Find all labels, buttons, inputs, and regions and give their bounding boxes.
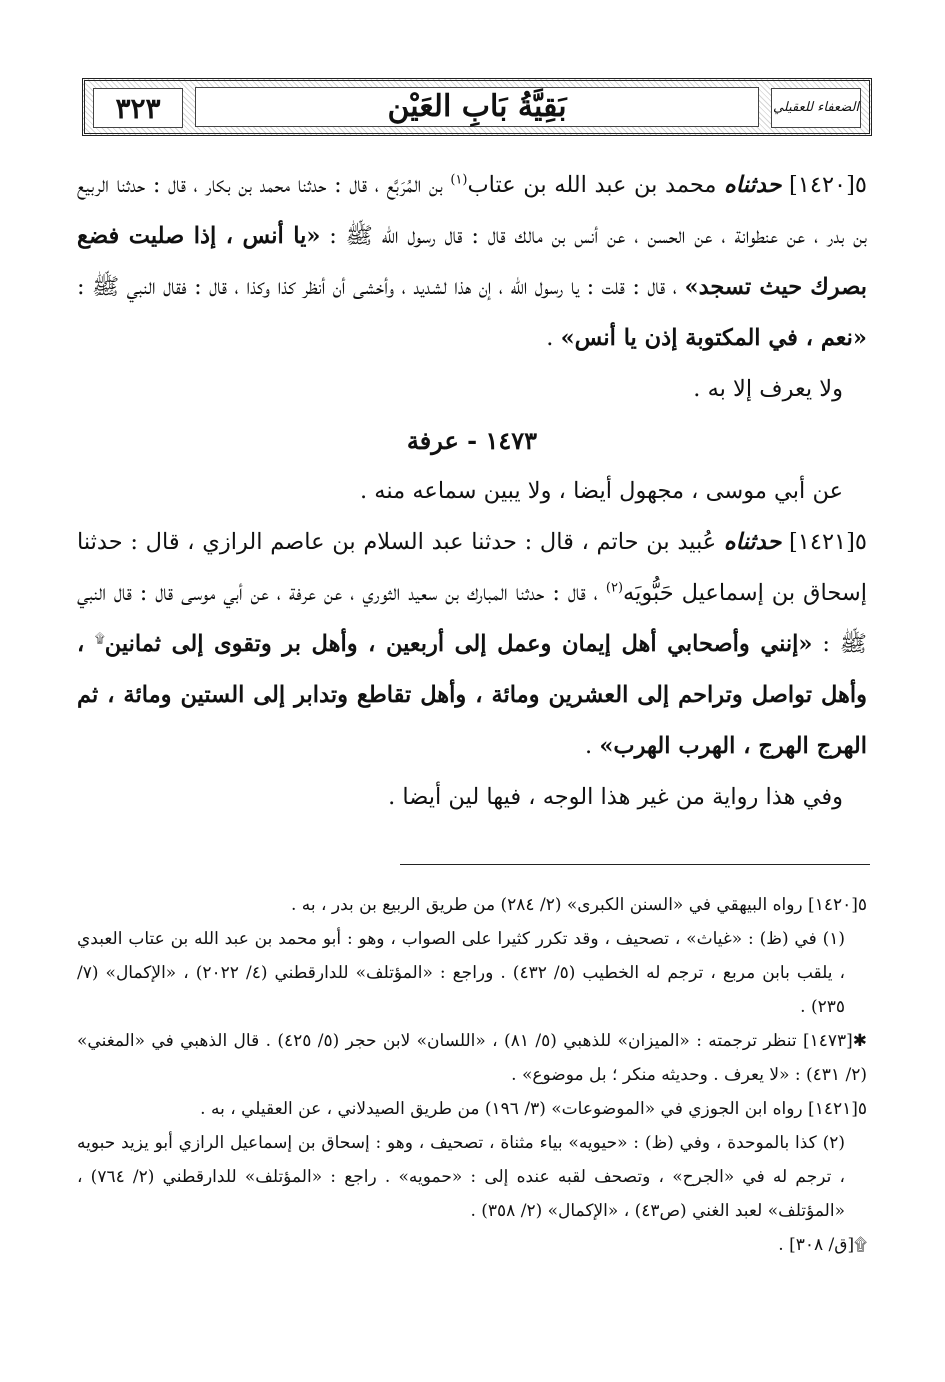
running-header	[82, 78, 872, 136]
footnotes	[77, 888, 867, 1262]
narration-1421: ٥[١٤٢١] حدثناه عُبيد بن حاتم ، قال : حدثنا عبد السلام بن عاصم الرازي ، قال : حدثنا إسحاق بن إسماعيل حَبُّويَه$^{(٢)}$ ، قال : حدثنا المبارك بن سعيد الثوري ، عن عرفة ، عن أبي موسى قال : قال النبي ﷺ : «إنني وأصحابي أهل إيمان وعمل إلى أربعين ، وأهل بر وتقوى إلى ثمانين۩ ، وأهل تواصل وتراحم إلى العشرين ومائة ، وأهل تقاطع وتدابر إلى الستين ومائة ، ثم الهرج الهرج ، الهرب الهرب» .	[77, 529, 867, 759]
page-number-box	[93, 88, 183, 128]
footnote-tarjama-1473: ✱[١٤٧٣] تنظر ترجمته : «الميزان» للذهبي (٥/ ٨١) ، «اللسان» لابن حجر (٥/ ٤٢٥) . قال الذهبي في «المغني» (٢/ ٤٣١) : «لا يعرف . وحديثه منكر ؛ بل موضوع» .	[77, 1031, 867, 1085]
narration-1420: ٥[١٤٢٠] حدثناه محمد بن عبد الله بن عتاب$^{(١)}$ بن المُرَبَّع ، قال : حدثنا محمد بن بكار ، قال : حدثنا الربيع بن بدر ، عن عنطوانة ، عن الحسن ، عن أنس بن مالك قال : قال رسول الله ﷺ : «يا أنس ، إذا صليت فضع بصرك حيث تسجد» ، قال : قلت : يا رسول الله ، إن هذا لشديد ، وأخشى أن أنظر كذا وكذا ، قال : فقال النبي ﷺ : «نعم ، في المكتوبة إذن يا أنس» .	[77, 172, 868, 351]
book-emblem: الضعفاء للعقيلي	[772, 99, 860, 115]
narration-marker: ٥[١٤٢١]	[789, 529, 867, 555]
footnote-takhrij-1420: ٥[١٤٢٠] رواه البيهقي في «السنن الكبرى» (٢/ ٢٨٤) من طريق الربيع بن بدر ، به .	[290, 895, 867, 915]
hadith-text: «إنني وأصحابي أهل إيمان وعمل إلى أربعين ، وأهل بر وتقوى إلى ثمانين	[104, 631, 813, 657]
haddathana-word: حدثناه	[724, 172, 782, 198]
hadith-text: ، وأهل تواصل وتراحم إلى العشرين ومائة ، وأهل تقاطع وتدابر إلى الستين ومائة ، ثم الهرج الهرج ، الهرب الهرب»	[77, 631, 867, 759]
page-number: ٣٢٣	[115, 91, 161, 125]
narration-marker: ٥[١٤٢٠]	[789, 172, 868, 198]
main-text	[77, 160, 867, 823]
folio-reference: ۩[ق/ ٣٠٨] .	[778, 1235, 867, 1255]
footnote-2: (٢) كذا بالموحدة ، وفي (ظ) : «حيويه» بياء مثناة ، تصحيف ، وهو : إسحاق بن إسماعيل الرازي أبو يزيد حبويه ، ترجم له في «الجرح» ، وتصحف لقبه عنده إلى : «حمويه» . راجع : «المؤتلف» للدارقطني (٢/ ٧٦٤) ، «المؤتلف» لعبد الغني (ص٤٣) ، «الإكمال» (٢/ ٣٥٨) .	[77, 1133, 845, 1221]
running-title: بَقِيَّةُ بَابِ العَيْن	[387, 89, 567, 124]
title-cartouche	[195, 87, 759, 127]
footnote-takhrij-1421: ٥[١٤٢١] رواه ابن الجوزي في «الموضوعات» (٣/ ١٩٦) من طريق الصيدلاني ، عن العقيلي ، به .	[200, 1099, 867, 1119]
haddathana-word: حدثناه	[723, 529, 782, 555]
footnote-ref-1: (١)	[450, 172, 468, 188]
comment-line: وفي هذا رواية من غير هذا الوجه ، فيها لين أيضا .	[388, 784, 843, 810]
comment-line: ولا يعرف إلا به .	[693, 376, 843, 402]
footnote-separator	[400, 864, 870, 865]
footnote-ref-2: (٢)	[605, 580, 624, 596]
hadith-text: «نعم ، في المكتوبة إذن يا أنس»	[560, 325, 867, 351]
emblem-box	[771, 88, 861, 128]
entry-description: عن أبي موسى ، مجهول أيضا ، ولا يبين سماعه منه .	[359, 478, 843, 504]
footnote-1: (١) في (ظ) : «غياث» ، تصحيف ، وقد تكرر كثيرا على الصواب ، وهو : أبو محمد بن عبد الله بن عتاب العبدي ، يلقب بابن مربع ، ترجم له الخطيب (٥/ ٤٣٢) . وراجع : «المؤتلف» للدارقطني (٤/ ٢٠٢٢) ، «الإكمال» (٧/ ٢٣٥) .	[77, 929, 846, 1017]
entry-heading: ١٤٧٣ - عرفة	[406, 426, 538, 455]
hadith-text: «يا أنس ، إذا صليت فضع بصرك حيث تسجد»	[77, 223, 867, 300]
folio-mark: ۩	[94, 631, 105, 647]
